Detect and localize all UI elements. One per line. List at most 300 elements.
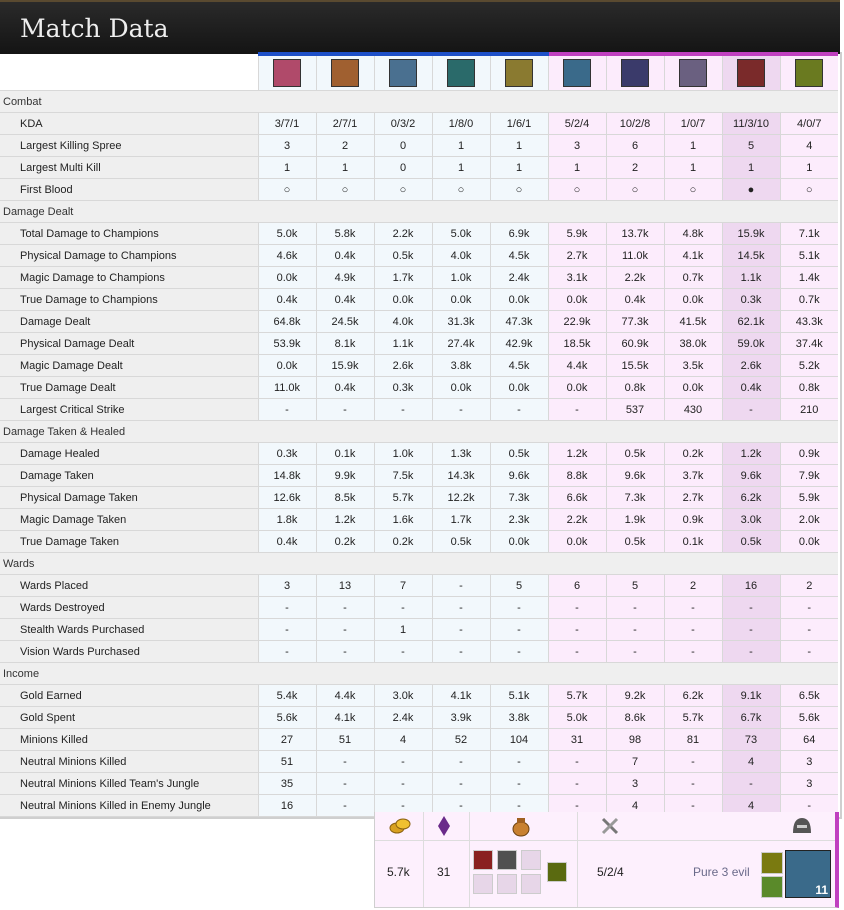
champion-portrait-3[interactable] — [389, 59, 417, 87]
stat-value: 11.0k — [258, 377, 316, 399]
stat-value: 9.2k — [606, 685, 664, 707]
stat-value: ○ — [780, 179, 838, 201]
champion-header-cell — [780, 54, 838, 91]
stat-label: Physical Damage Dealt — [0, 333, 258, 355]
stat-value: 2 — [780, 575, 838, 597]
stat-value: 0.0k — [432, 377, 490, 399]
stat-label: Minions Killed — [0, 729, 258, 751]
stat-label: First Blood — [0, 179, 258, 201]
champion-portrait-7[interactable] — [621, 59, 649, 87]
stat-value: - — [258, 619, 316, 641]
stat-value: ○ — [432, 179, 490, 201]
match-data-header — [0, 0, 840, 54]
stat-row — [0, 509, 838, 531]
stat-value: 0.9k — [664, 509, 722, 531]
stat-label: KDA — [0, 113, 258, 135]
stat-value: 3 — [780, 751, 838, 773]
stat-label: Largest Multi Kill — [0, 157, 258, 179]
stat-value: 0.4k — [316, 289, 374, 311]
stat-value: 0.5k — [606, 443, 664, 465]
stat-label: Magic Damage to Champions — [0, 267, 258, 289]
stat-value: 53.9k — [258, 333, 316, 355]
stat-value: 42.9k — [490, 333, 548, 355]
stat-value: 0.0k — [548, 289, 606, 311]
stat-row — [0, 267, 838, 289]
item-slot-3[interactable] — [521, 850, 541, 870]
stat-value: 430 — [664, 399, 722, 421]
stat-value: 0.2k — [664, 443, 722, 465]
stat-value: 31 — [548, 729, 606, 751]
stat-value: ○ — [606, 179, 664, 201]
section-title: Wards — [0, 553, 838, 575]
stat-value: 0.5k — [722, 531, 780, 553]
stat-value: 4.5k — [490, 245, 548, 267]
stat-value: 1.3k — [432, 443, 490, 465]
stat-label: Largest Killing Spree — [0, 135, 258, 157]
stat-value: - — [316, 597, 374, 619]
stat-value: - — [432, 641, 490, 663]
stat-value: 3.8k — [432, 355, 490, 377]
stat-value: 1 — [258, 157, 316, 179]
stat-value: 1 — [780, 157, 838, 179]
stat-value: - — [432, 751, 490, 773]
stat-value: 0.1k — [664, 531, 722, 553]
stat-value: 6.7k — [722, 707, 780, 729]
stat-value: 0.0k — [548, 377, 606, 399]
stat-label: Wards Placed — [0, 575, 258, 597]
stat-row — [0, 531, 838, 553]
stat-label: Neutral Minions Killed — [0, 751, 258, 773]
stat-value: 1 — [490, 157, 548, 179]
helmet-icon — [791, 815, 813, 837]
stat-value: 5.0k — [432, 223, 490, 245]
stat-value: - — [548, 597, 606, 619]
stat-value: 0.9k — [780, 443, 838, 465]
stat-value: 4.1k — [664, 245, 722, 267]
stat-value: 8.5k — [316, 487, 374, 509]
stat-value: 1.8k — [258, 509, 316, 531]
stats-table-frame — [0, 52, 842, 819]
stat-row — [0, 729, 838, 751]
stat-value: 98 — [606, 729, 664, 751]
stat-value: 3 — [258, 575, 316, 597]
stat-value: 1 — [664, 135, 722, 157]
stat-value: - — [374, 399, 432, 421]
champion-header-cell — [316, 54, 374, 91]
page-title: Match Data — [20, 14, 169, 43]
stat-value: 1 — [374, 619, 432, 641]
stat-value: - — [374, 597, 432, 619]
header-blank-cell — [0, 54, 258, 91]
stat-value: - — [490, 641, 548, 663]
stat-value: - — [316, 773, 374, 795]
stat-value: 5 — [722, 135, 780, 157]
stat-value: 0.2k — [374, 531, 432, 553]
stat-value: 2.0k — [780, 509, 838, 531]
stat-value: ○ — [548, 179, 606, 201]
stat-row — [0, 707, 838, 729]
stat-value: 4.4k — [316, 685, 374, 707]
stat-row — [0, 575, 838, 597]
stat-value: 8.6k — [606, 707, 664, 729]
stat-value: 1.0k — [374, 443, 432, 465]
stat-value: - — [780, 795, 838, 817]
stat-value: 1/8/0 — [432, 113, 490, 135]
stat-value: 3.7k — [664, 465, 722, 487]
champion-portrait-8[interactable] — [679, 59, 707, 87]
stat-value: 0.5k — [432, 531, 490, 553]
stat-row — [0, 641, 838, 663]
stat-value: 1.4k — [780, 267, 838, 289]
stat-value: ● — [722, 179, 780, 201]
stat-value: - — [548, 751, 606, 773]
stat-value: - — [316, 399, 374, 421]
stat-value: 9.6k — [490, 465, 548, 487]
stat-value: 9.6k — [606, 465, 664, 487]
stat-value: 1.0k — [432, 267, 490, 289]
champion-header-cell — [258, 54, 316, 91]
stat-value: 31.3k — [432, 311, 490, 333]
stat-value: 0.0k — [432, 289, 490, 311]
stat-value: 0.1k — [316, 443, 374, 465]
stat-value: 1.7k — [374, 267, 432, 289]
champion-header-cell — [606, 54, 664, 91]
item-slot-5[interactable] — [497, 874, 517, 894]
stat-value: 0.4k — [258, 289, 316, 311]
stat-value: 4.1k — [432, 685, 490, 707]
stat-value: 13 — [316, 575, 374, 597]
stat-value: 1.2k — [548, 443, 606, 465]
stat-value: 3/7/1 — [258, 113, 316, 135]
stat-value: 47.3k — [490, 311, 548, 333]
summoner-spell-2 — [761, 876, 783, 898]
stat-row — [0, 685, 838, 707]
stat-value: - — [374, 795, 432, 817]
stat-value: 60.9k — [606, 333, 664, 355]
stat-value: 37.4k — [780, 333, 838, 355]
stat-value: 1 — [490, 135, 548, 157]
stat-value: 0.0k — [490, 531, 548, 553]
stat-value: 0.4k — [258, 531, 316, 553]
stat-value: 15.5k — [606, 355, 664, 377]
stat-value: 12.2k — [432, 487, 490, 509]
stat-value: - — [490, 597, 548, 619]
stat-value: 3.9k — [432, 707, 490, 729]
stat-label: True Damage to Champions — [0, 289, 258, 311]
stat-row — [0, 751, 838, 773]
stat-value: 537 — [606, 399, 664, 421]
stat-value: 2 — [664, 575, 722, 597]
stat-value: 2.2k — [606, 267, 664, 289]
stat-value: 6 — [606, 135, 664, 157]
stat-value: 10/2/8 — [606, 113, 664, 135]
stat-row — [0, 245, 838, 267]
stat-value: 0.3k — [258, 443, 316, 465]
stat-value: 6.9k — [490, 223, 548, 245]
stat-value: 5.9k — [780, 487, 838, 509]
stat-value: - — [374, 641, 432, 663]
stat-row — [0, 487, 838, 509]
stat-value: 2.6k — [722, 355, 780, 377]
stat-value: 0.0k — [258, 267, 316, 289]
stat-value: 15.9k — [722, 223, 780, 245]
summoner-spell-1 — [761, 852, 783, 874]
stat-value: 2 — [606, 157, 664, 179]
stat-value: 1 — [316, 157, 374, 179]
stat-label: Neutral Minions Killed Team's Jungle — [0, 773, 258, 795]
stat-row — [0, 311, 838, 333]
crossed-swords-icon — [601, 817, 619, 835]
stat-value: 4 — [780, 135, 838, 157]
stat-value: - — [490, 795, 548, 817]
stat-value: 1/6/1 — [490, 113, 548, 135]
stat-value: 22.9k — [548, 311, 606, 333]
stat-value: 1/0/7 — [664, 113, 722, 135]
stat-row — [0, 399, 838, 421]
stat-value: 5.7k — [374, 487, 432, 509]
stat-value: 6.2k — [722, 487, 780, 509]
stat-value: 4 — [374, 729, 432, 751]
stat-value: 3.0k — [374, 685, 432, 707]
champion-header-cell — [490, 54, 548, 91]
stat-value: - — [722, 399, 780, 421]
stat-value: - — [722, 641, 780, 663]
stat-value: 5.8k — [316, 223, 374, 245]
player-kda: 5/2/4 — [597, 865, 624, 879]
stat-value: 4.9k — [316, 267, 374, 289]
stat-value: 8.1k — [316, 333, 374, 355]
stat-value: 0.0k — [490, 289, 548, 311]
stat-value: 16 — [258, 795, 316, 817]
stat-row — [0, 773, 838, 795]
stat-value: 5.1k — [780, 245, 838, 267]
stat-value: - — [432, 773, 490, 795]
stat-value: 2/7/1 — [316, 113, 374, 135]
stat-value: 4.0k — [432, 245, 490, 267]
stat-value: 1.6k — [374, 509, 432, 531]
stat-row — [0, 377, 838, 399]
stat-value: - — [490, 773, 548, 795]
item-slot-2[interactable] — [497, 850, 517, 870]
stat-row — [0, 223, 838, 245]
stat-value: 12.6k — [258, 487, 316, 509]
stat-value: 0.8k — [606, 377, 664, 399]
items-bag-icon — [511, 815, 531, 837]
stat-value: - — [432, 597, 490, 619]
stat-value: - — [490, 399, 548, 421]
stat-label: Magic Damage Dealt — [0, 355, 258, 377]
stat-row — [0, 597, 838, 619]
stat-value: 7.1k — [780, 223, 838, 245]
section-header-row — [0, 553, 838, 575]
stat-value: 6.5k — [780, 685, 838, 707]
stat-row — [0, 113, 838, 135]
stat-value: 51 — [316, 729, 374, 751]
champion-portrait-5[interactable] — [505, 59, 533, 87]
stat-row — [0, 333, 838, 355]
stat-value: 27.4k — [432, 333, 490, 355]
stat-value: 3 — [258, 135, 316, 157]
stat-label: Wards Destroyed — [0, 597, 258, 619]
trinket-slot[interactable] — [547, 862, 567, 882]
stat-value: - — [606, 619, 664, 641]
stat-value: - — [258, 641, 316, 663]
stat-value: 13.7k — [606, 223, 664, 245]
stat-value: 5.4k — [258, 685, 316, 707]
stat-value: 2 — [316, 135, 374, 157]
stat-value: 2.2k — [548, 509, 606, 531]
stat-value: - — [316, 795, 374, 817]
stat-label: Gold Earned — [0, 685, 258, 707]
section-title: Damage Taken & Healed — [0, 421, 838, 443]
stat-row — [0, 619, 838, 641]
stat-value: 7 — [374, 575, 432, 597]
champion-portrait-1[interactable] — [273, 59, 301, 87]
stat-value: 9.6k — [722, 465, 780, 487]
stat-value: ○ — [490, 179, 548, 201]
stat-value: - — [664, 597, 722, 619]
stat-value: 27 — [258, 729, 316, 751]
player-summary-panel — [374, 812, 839, 908]
stat-value: 9.1k — [722, 685, 780, 707]
stat-value: - — [374, 751, 432, 773]
stat-value: 0.0k — [548, 531, 606, 553]
stat-value: 3.0k — [722, 509, 780, 531]
stat-value: 2.6k — [374, 355, 432, 377]
stat-value: - — [780, 619, 838, 641]
stat-value: - — [432, 795, 490, 817]
stat-value: 0.5k — [490, 443, 548, 465]
stat-value: 4.6k — [258, 245, 316, 267]
stat-row — [0, 443, 838, 465]
stat-value: - — [432, 575, 490, 597]
section-header-row — [0, 663, 838, 685]
stat-value: 0.2k — [316, 531, 374, 553]
stat-value: 62.1k — [722, 311, 780, 333]
champion-portrait-4[interactable] — [447, 59, 475, 87]
stat-value: - — [316, 751, 374, 773]
section-title: Income — [0, 663, 838, 685]
stat-value: 4.4k — [548, 355, 606, 377]
champion-portrait-9[interactable] — [737, 59, 765, 87]
stat-value: 2.4k — [374, 707, 432, 729]
stat-value: - — [664, 795, 722, 817]
stat-value: 8.8k — [548, 465, 606, 487]
stat-value: ○ — [316, 179, 374, 201]
stat-value: 5.1k — [490, 685, 548, 707]
stat-value: 6 — [548, 575, 606, 597]
stat-value: - — [722, 597, 780, 619]
section-header-row — [0, 91, 838, 113]
stat-value: - — [316, 619, 374, 641]
stat-value: 5 — [606, 575, 664, 597]
stat-value: 43.3k — [780, 311, 838, 333]
stat-value: 73 — [722, 729, 780, 751]
stat-value: 3 — [780, 773, 838, 795]
stat-label: Damage Dealt — [0, 311, 258, 333]
stat-value: 3.8k — [490, 707, 548, 729]
stat-value: 4 — [722, 751, 780, 773]
stat-value: - — [780, 641, 838, 663]
stat-value: - — [548, 641, 606, 663]
stat-value: 14.5k — [722, 245, 780, 267]
stat-value: 7.5k — [374, 465, 432, 487]
stat-label: Physical Damage Taken — [0, 487, 258, 509]
stat-value: 5 — [490, 575, 548, 597]
stat-label: Largest Critical Strike — [0, 399, 258, 421]
player-name[interactable]: Pure 3 evil — [693, 865, 750, 879]
stat-value: - — [664, 619, 722, 641]
section-header-row — [0, 201, 838, 223]
stat-value: 1 — [432, 157, 490, 179]
champion-portrait-10[interactable] — [795, 59, 823, 87]
stat-value: 5.7k — [548, 685, 606, 707]
stat-value: 77.3k — [606, 311, 664, 333]
stat-value: 4.0k — [374, 311, 432, 333]
stat-label: True Damage Dealt — [0, 377, 258, 399]
stat-row — [0, 157, 838, 179]
stat-value: 1 — [548, 157, 606, 179]
stat-value: 4.8k — [664, 223, 722, 245]
stat-value: 14.8k — [258, 465, 316, 487]
stat-value: - — [490, 751, 548, 773]
gold-coins-icon — [389, 817, 411, 835]
stat-value: 2.4k — [490, 267, 548, 289]
stat-value: 0.7k — [664, 267, 722, 289]
stat-value: - — [722, 773, 780, 795]
stat-value: 5.6k — [258, 707, 316, 729]
stat-row — [0, 179, 838, 201]
stat-value: 1 — [664, 157, 722, 179]
stat-value: - — [722, 619, 780, 641]
section-header-row — [0, 421, 838, 443]
stat-value: - — [606, 597, 664, 619]
section-title: Combat — [0, 91, 838, 113]
champion-portrait-2[interactable] — [331, 59, 359, 87]
stat-value: 5.2k — [780, 355, 838, 377]
stat-value: ○ — [374, 179, 432, 201]
stat-value: 210 — [780, 399, 838, 421]
item-slot-1[interactable] — [473, 850, 493, 870]
stat-value: 0.3k — [374, 377, 432, 399]
item-slot-4[interactable] — [473, 874, 493, 894]
stat-value: 0.5k — [374, 245, 432, 267]
item-slot-6[interactable] — [521, 874, 541, 894]
stat-label: Physical Damage to Champions — [0, 245, 258, 267]
stat-value: 1.7k — [432, 509, 490, 531]
stat-value: 0.0k — [664, 289, 722, 311]
stat-value: 0.4k — [722, 377, 780, 399]
stat-value: 0.0k — [258, 355, 316, 377]
stat-value: 64 — [780, 729, 838, 751]
stat-label: Damage Taken — [0, 465, 258, 487]
stat-value: 64.8k — [258, 311, 316, 333]
champion-header-cell — [722, 54, 780, 91]
stat-value: 51 — [258, 751, 316, 773]
stat-value: 5.6k — [780, 707, 838, 729]
stat-label: Total Damage to Champions — [0, 223, 258, 245]
stat-value: - — [258, 597, 316, 619]
stat-value: 0.8k — [780, 377, 838, 399]
stat-value: 0 — [374, 157, 432, 179]
stat-value: 4/0/7 — [780, 113, 838, 135]
stat-value: 1.2k — [722, 443, 780, 465]
champion-portrait-6[interactable] — [563, 59, 591, 87]
champion-header-cell — [664, 54, 722, 91]
stat-value: 1 — [432, 135, 490, 157]
match-stats-table — [0, 52, 838, 817]
stat-value: 0 — [374, 135, 432, 157]
